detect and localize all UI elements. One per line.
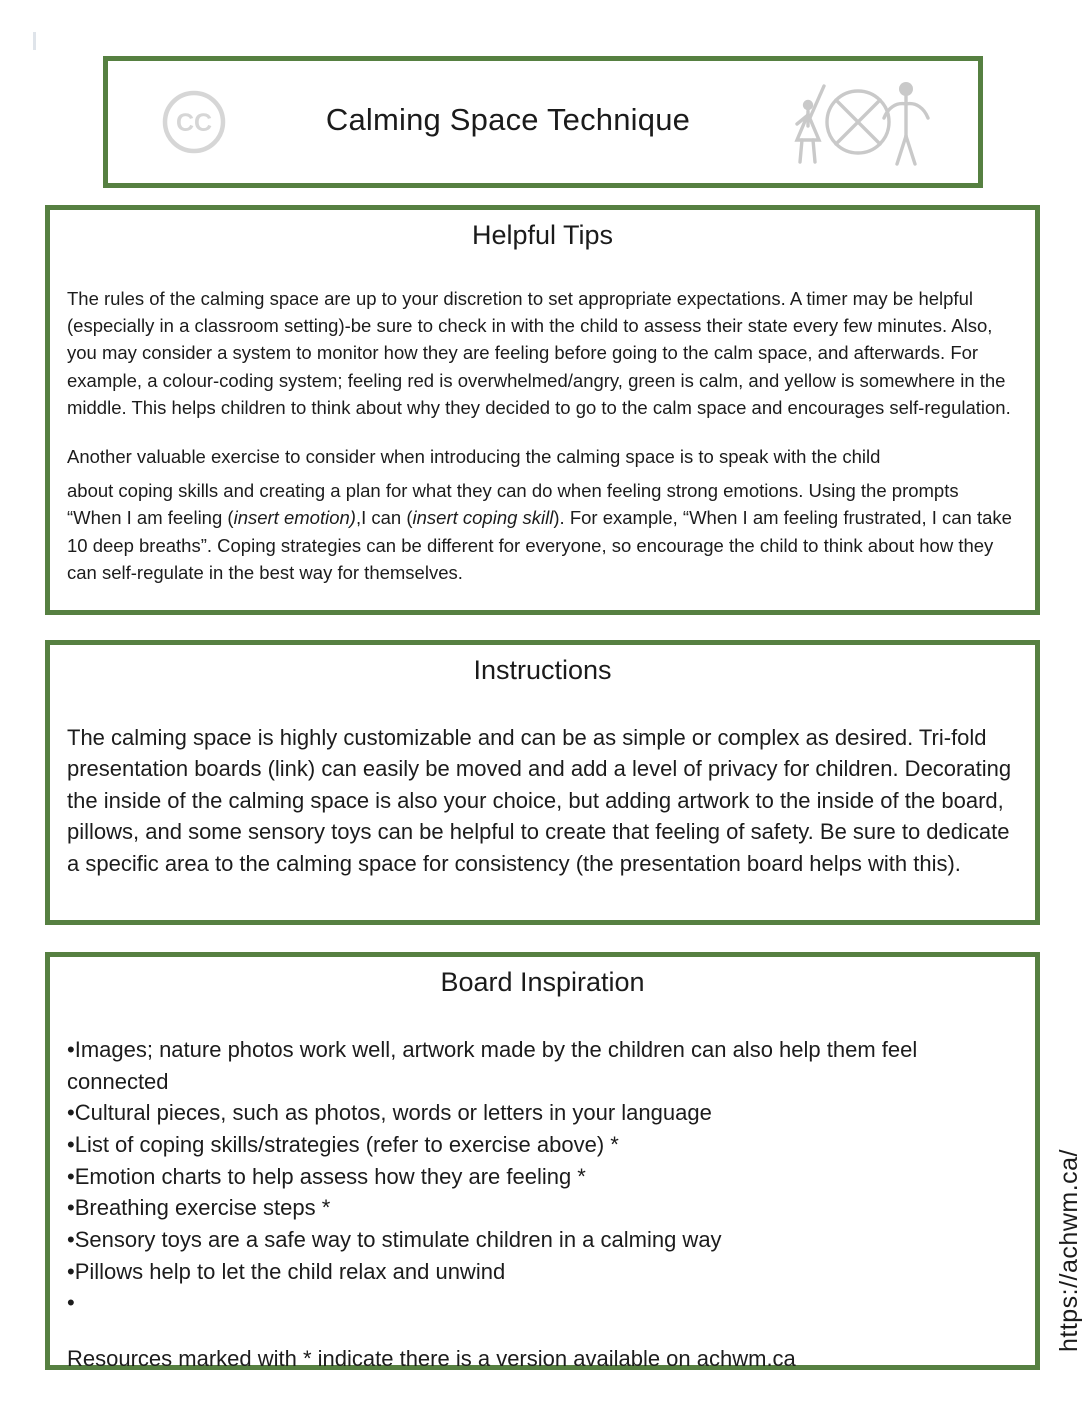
tips-paragraph-1: The rules of the calming space are up to your discretion to set appropriate expectations. A timer may be helpful (especially in a classroom setting)-be sure to check in with the child to assess their state every few minutes. Also, you may consider a system to monitor how they are feeling before going to the calm space, and afterwards. For example, a colour-coding system; feeling red is overwhelmed/angry, green is calm, and yellow is somewhere in the middle. This helps children to think about why they decided to go to the calm space and encourages self-regulation.: [67, 288, 1011, 418]
list-item: •Images; nature photos work well, artwork made by the children can also help them feel connected: [67, 1037, 918, 1094]
section-helpful-tips: [45, 205, 1040, 615]
tips-italic-insert-coping-skill: insert coping skill: [412, 507, 554, 529]
achwm-website-url[interactable]: https://achwm.ca/: [1055, 1148, 1083, 1352]
tips-paragraph-2-part1: about coping skills and creating a plan for what they can do when feeling strong emotions. Using the prompts “When I am feeling (: [67, 480, 959, 529]
list-item: •List of coping skills/strategies (refer to exercise above) *: [67, 1132, 619, 1158]
list-item: •Emotion charts to help assess how they are feeling *: [67, 1163, 586, 1189]
board-inspiration-note: Resources marked with * indicate there is a version available on achwm.ca: [67, 1346, 796, 1372]
section-heading-instructions: Instructions: [473, 655, 612, 685]
document-header: [103, 56, 983, 188]
section-heading-helpful-tips: Helpful Tips: [471, 220, 614, 250]
tips-italic-insert-emotion: insert emotion): [233, 507, 356, 529]
section-heading-board-inspiration: Board Inspiration: [440, 967, 645, 997]
list-item: •Pillows help to let the child relax and unwind: [67, 1258, 506, 1284]
tips-paragraph-2-part3: ). For example, “When I am feeling frustrated, I can take 10 deep breaths”. Coping strategies can be different for everyone, so encourage the child to think about how they can self-regulate in the best way for themselves.: [67, 507, 1012, 583]
tips-paragraph-2-part2: ,I can (: [355, 507, 413, 529]
tips-paragraph-2-lead: Another valuable exercise to consider when introducing the calming space is to speak with the child: [67, 445, 881, 467]
section-instructions: [45, 640, 1040, 925]
section-body-helpful-tips: [50, 285, 1035, 586]
svg-text:CC: CC: [175, 109, 213, 137]
corner-tick-mark: [33, 32, 36, 50]
instructions-paragraph: The calming space is highly customizable and can be as simple or complex as desired. Tri-fold presentation boards (link) can easily be moved and add a level of privacy for children. Decorating the inside of the calming space is also your choice, but adding artwork to the inside of the board, pillows, and some sensory toys can be helpful to create that feeling of safety. Be sure to dedicate a specific area to the calming space for consistency (the presentation board helps with this).: [67, 725, 1012, 876]
tips-paragraph-2: [67, 443, 1018, 586]
creative-commons-icon: [160, 88, 228, 156]
list-item: •Cultural pieces, such as photos, words or letters in your language: [67, 1100, 712, 1126]
section-body-instructions: [50, 722, 1035, 879]
list-item: •: [67, 1290, 75, 1316]
board-inspiration-list: [67, 1034, 1018, 1319]
section-board-inspiration: [45, 952, 1040, 1370]
page-title: Calming Space Technique: [325, 102, 691, 137]
list-item: •Breathing exercise steps *: [67, 1195, 331, 1221]
achwm-stick-figures-logo-icon: [788, 74, 934, 170]
section-body-board-inspiration: [50, 1034, 1035, 1375]
list-item: •Sensory toys are a safe way to stimulate children in a calming way: [67, 1227, 722, 1253]
